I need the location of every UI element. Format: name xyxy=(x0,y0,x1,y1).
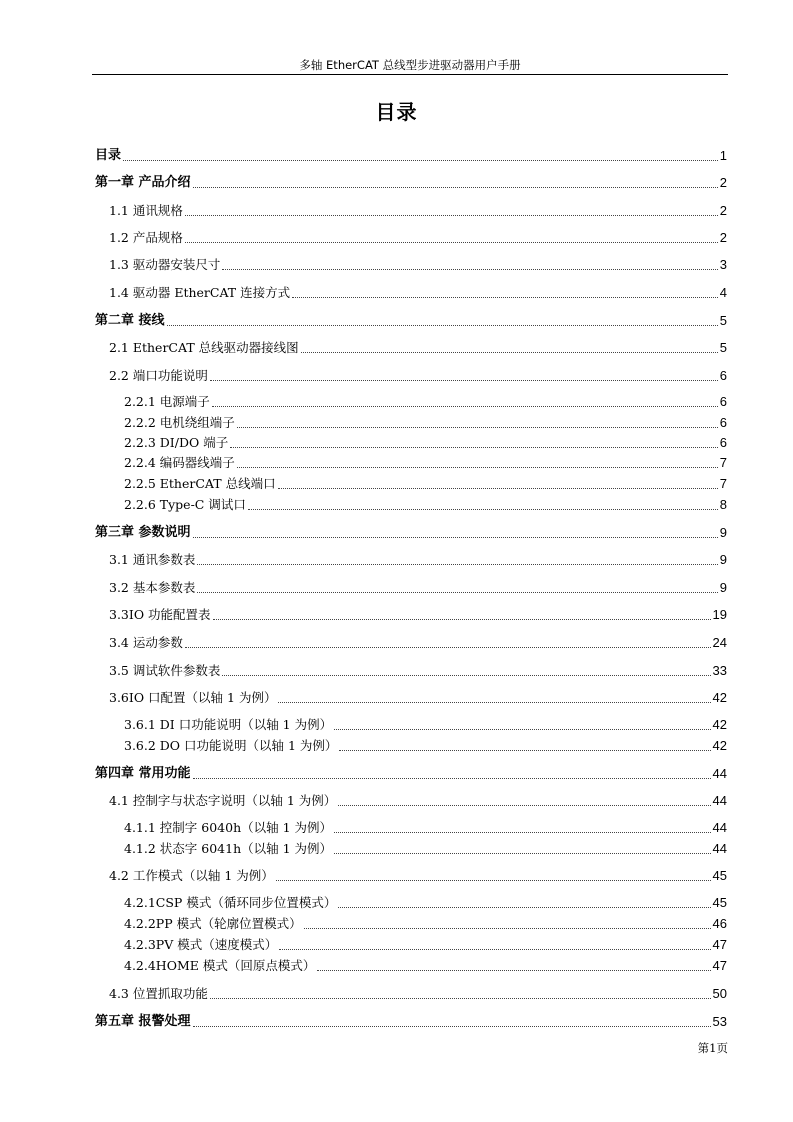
toc-entry[interactable] xyxy=(0,934,727,954)
toc-entry[interactable] xyxy=(0,522,727,542)
toc-dot-leader xyxy=(193,778,711,779)
toc-entry[interactable] xyxy=(0,892,727,912)
toc-entry-page: 44 xyxy=(712,820,727,835)
toc-entry-label: 4.1 控制字与状态字说明（以轴 1 为例） xyxy=(109,793,337,808)
toc-entry-label: 3.6.1 DI 口功能说明（以轴 1 为例） xyxy=(124,717,333,732)
toc-entry-label: 4.1.1 控制字 6040h（以轴 1 为例） xyxy=(124,820,333,835)
toc-entry[interactable] xyxy=(0,1011,727,1031)
toc-entry-page: 2 xyxy=(719,175,727,190)
toc-entry-page: 47 xyxy=(712,937,727,952)
toc-entry-page: 5 xyxy=(719,340,727,355)
toc-entry-page: 44 xyxy=(712,841,727,856)
toc-dot-leader xyxy=(237,467,718,468)
toc-dot-leader xyxy=(210,998,711,999)
toc-entry-page: 3 xyxy=(719,257,727,272)
toc-entry-page: 5 xyxy=(719,313,727,328)
toc-dot-leader xyxy=(237,427,718,428)
toc-entry[interactable] xyxy=(0,632,727,652)
toc-entry-page: 9 xyxy=(719,525,727,540)
toc-dot-leader xyxy=(279,949,710,950)
toc-entry[interactable] xyxy=(0,452,727,472)
toc-entry-label: 4.2.4HOME 模式（回原点模式） xyxy=(124,958,316,973)
toc-entry-page: 19 xyxy=(712,607,727,622)
toc-entry-page: 7 xyxy=(719,476,727,491)
toc-entry-label: 2.2.6 Type-C 调试口 xyxy=(124,497,246,512)
toc-entry-page: 42 xyxy=(712,738,727,753)
toc-dot-leader xyxy=(276,880,711,881)
toc-entry-page: 45 xyxy=(712,868,727,883)
toc-dot-leader xyxy=(185,215,718,216)
toc-entry-label: 1.1 通讯规格 xyxy=(109,203,183,218)
toc-entry-page: 6 xyxy=(719,435,727,450)
toc-dot-leader xyxy=(317,970,710,971)
header-rule xyxy=(92,74,728,75)
toc-entry-page: 6 xyxy=(719,415,727,430)
toc-entry-label: 1.4 驱动器 EtherCAT 连接方式 xyxy=(109,285,291,300)
toc-entry-label: 2.2.3 DI/DO 端子 xyxy=(124,435,229,450)
toc-entry[interactable] xyxy=(0,577,727,597)
toc-entry-page: 44 xyxy=(712,793,727,808)
toc-dot-leader xyxy=(248,509,718,510)
toc-dot-leader xyxy=(338,907,710,908)
toc-entry-page: 33 xyxy=(712,663,727,678)
toc-entry[interactable] xyxy=(0,838,727,858)
toc-dot-leader xyxy=(301,352,718,353)
toc-dot-leader xyxy=(185,242,718,243)
toc-entry-label: 4.2.1CSP 模式（循环同步位置模式） xyxy=(124,895,337,910)
toc-entry[interactable] xyxy=(0,549,727,569)
toc-entry-label: 3.6IO 口配置（以轴 1 为例） xyxy=(109,690,277,705)
toc-entry[interactable] xyxy=(0,365,727,385)
toc-entry-page: 6 xyxy=(719,368,727,383)
toc-entry-page: 53 xyxy=(712,1014,727,1029)
toc-entry[interactable] xyxy=(0,604,727,624)
page-title: 目录 xyxy=(375,100,418,124)
toc-entry[interactable] xyxy=(0,282,727,302)
toc-entry-label: 2.2.1 电源端子 xyxy=(124,394,210,409)
toc-entry-label: 2.1 EtherCAT 总线驱动器接线图 xyxy=(109,340,299,355)
toc-entry-page: 24 xyxy=(712,635,727,650)
toc-entry-label: 4.3 位置抓取功能 xyxy=(109,986,208,1001)
toc-entry-page: 4 xyxy=(719,285,727,300)
toc-dot-leader xyxy=(222,269,717,270)
running-header: 多轴 EtherCAT 总线型步进驱动器用户手册 xyxy=(299,58,521,72)
toc-entry-page: 7 xyxy=(719,455,727,470)
toc-entry[interactable] xyxy=(0,983,727,1003)
toc-dot-leader xyxy=(230,447,718,448)
toc-entry-label: 第三章 参数说明 xyxy=(95,525,191,540)
toc-entry-page: 42 xyxy=(712,717,727,732)
toc-entry-page: 2 xyxy=(719,203,727,218)
toc-entry-page: 1 xyxy=(719,148,727,163)
toc-entry-label: 3.6.2 DO 口功能说明（以轴 1 为例） xyxy=(124,738,338,753)
toc-entry-label: 第四章 常用功能 xyxy=(95,766,191,781)
toc-entry-label: 4.2.2PP 模式（轮廓位置模式） xyxy=(124,916,302,931)
toc-entry-page: 2 xyxy=(719,230,727,245)
toc-dot-leader xyxy=(334,853,711,854)
toc-entry[interactable] xyxy=(0,687,727,707)
toc-entry[interactable] xyxy=(0,494,727,514)
toc-entry-label: 4.1.2 状态字 6041h（以轴 1 为例） xyxy=(124,841,333,856)
toc-entry-page: 47 xyxy=(712,958,727,973)
page-number: 第1页 xyxy=(697,1041,728,1055)
toc-entry[interactable] xyxy=(0,660,727,680)
toc-dot-leader xyxy=(334,832,711,833)
toc-entry-label: 第五章 报警处理 xyxy=(95,1014,191,1029)
toc-entry[interactable] xyxy=(0,200,727,220)
toc-entry-label: 3.2 基本参数表 xyxy=(109,580,196,595)
toc-entry-label: 2.2.5 EtherCAT 总线端口 xyxy=(124,476,276,491)
toc-entry-label: 3.3IO 功能配置表 xyxy=(109,607,211,622)
toc-entry-label: 3.1 通讯参数表 xyxy=(109,552,196,567)
toc-dot-leader xyxy=(278,488,718,489)
toc-entry-page: 9 xyxy=(719,552,727,567)
toc-entry[interactable] xyxy=(0,254,727,274)
toc-entry-label: 1.2 产品规格 xyxy=(109,230,183,245)
toc-entry-label: 目录 xyxy=(95,148,122,163)
toc-dot-leader xyxy=(193,537,718,538)
toc-dot-leader xyxy=(304,928,711,929)
toc-entry[interactable] xyxy=(0,337,727,357)
toc-dot-leader xyxy=(339,750,710,751)
toc-entry-label: 2.2.4 编码器线端子 xyxy=(124,455,235,470)
toc-dot-leader xyxy=(334,729,710,730)
toc-entry[interactable] xyxy=(0,172,727,192)
toc-dot-leader xyxy=(278,702,710,703)
toc-entry[interactable] xyxy=(0,227,727,247)
toc-entry[interactable] xyxy=(0,817,727,837)
toc-entry[interactable] xyxy=(0,790,727,810)
toc-dot-leader xyxy=(292,297,718,298)
toc-entry[interactable] xyxy=(0,412,727,432)
toc-dot-leader xyxy=(338,805,710,806)
toc-entry-page: 46 xyxy=(712,916,727,931)
toc-entry[interactable] xyxy=(0,865,727,885)
toc-entry-page: 6 xyxy=(719,394,727,409)
toc-entry-page: 8 xyxy=(719,497,727,512)
toc-dot-leader xyxy=(213,619,711,620)
toc-entry-page: 44 xyxy=(712,766,727,781)
toc-dot-leader xyxy=(210,380,718,381)
toc-entry-label: 2.2.2 电机绕组端子 xyxy=(124,415,235,430)
toc-dot-leader xyxy=(222,675,710,676)
toc-entry-label: 4.2.3PV 模式（速度模式） xyxy=(124,937,278,952)
toc-dot-leader xyxy=(193,1026,711,1027)
toc-entry-page: 42 xyxy=(712,690,727,705)
toc-dot-leader xyxy=(197,564,717,565)
toc-entry[interactable] xyxy=(0,714,727,734)
toc-entry-page: 9 xyxy=(719,580,727,595)
toc-entry-label: 3.4 运动参数 xyxy=(109,635,183,650)
toc-entry[interactable] xyxy=(0,955,727,975)
toc-entry-label: 第二章 接线 xyxy=(95,313,165,328)
toc-entry[interactable] xyxy=(0,432,727,452)
toc-dot-leader xyxy=(193,187,718,188)
toc-entry[interactable] xyxy=(0,310,727,330)
toc-entry[interactable] xyxy=(0,391,727,411)
toc-entry[interactable] xyxy=(0,763,727,783)
toc-dot-leader xyxy=(185,647,711,648)
toc-dot-leader xyxy=(197,592,717,593)
toc-entry-page: 45 xyxy=(712,895,727,910)
toc-entry[interactable] xyxy=(0,145,727,165)
toc-dot-leader xyxy=(123,160,718,161)
toc-dot-leader xyxy=(167,325,718,326)
toc-entry-page: 50 xyxy=(712,986,727,1001)
toc-entry-label: 1.3 驱动器安装尺寸 xyxy=(109,257,221,272)
toc-entry[interactable] xyxy=(0,913,727,933)
toc-entry-label: 4.2 工作模式（以轴 1 为例） xyxy=(109,868,274,883)
toc-entry[interactable] xyxy=(0,473,727,493)
toc-entry-label: 第一章 产品介绍 xyxy=(95,175,191,190)
toc-entry[interactable] xyxy=(0,735,727,755)
toc-entry-label: 3.5 调试软件参数表 xyxy=(109,663,221,678)
toc-dot-leader xyxy=(212,406,718,407)
toc-entry-label: 2.2 端口功能说明 xyxy=(109,368,208,383)
